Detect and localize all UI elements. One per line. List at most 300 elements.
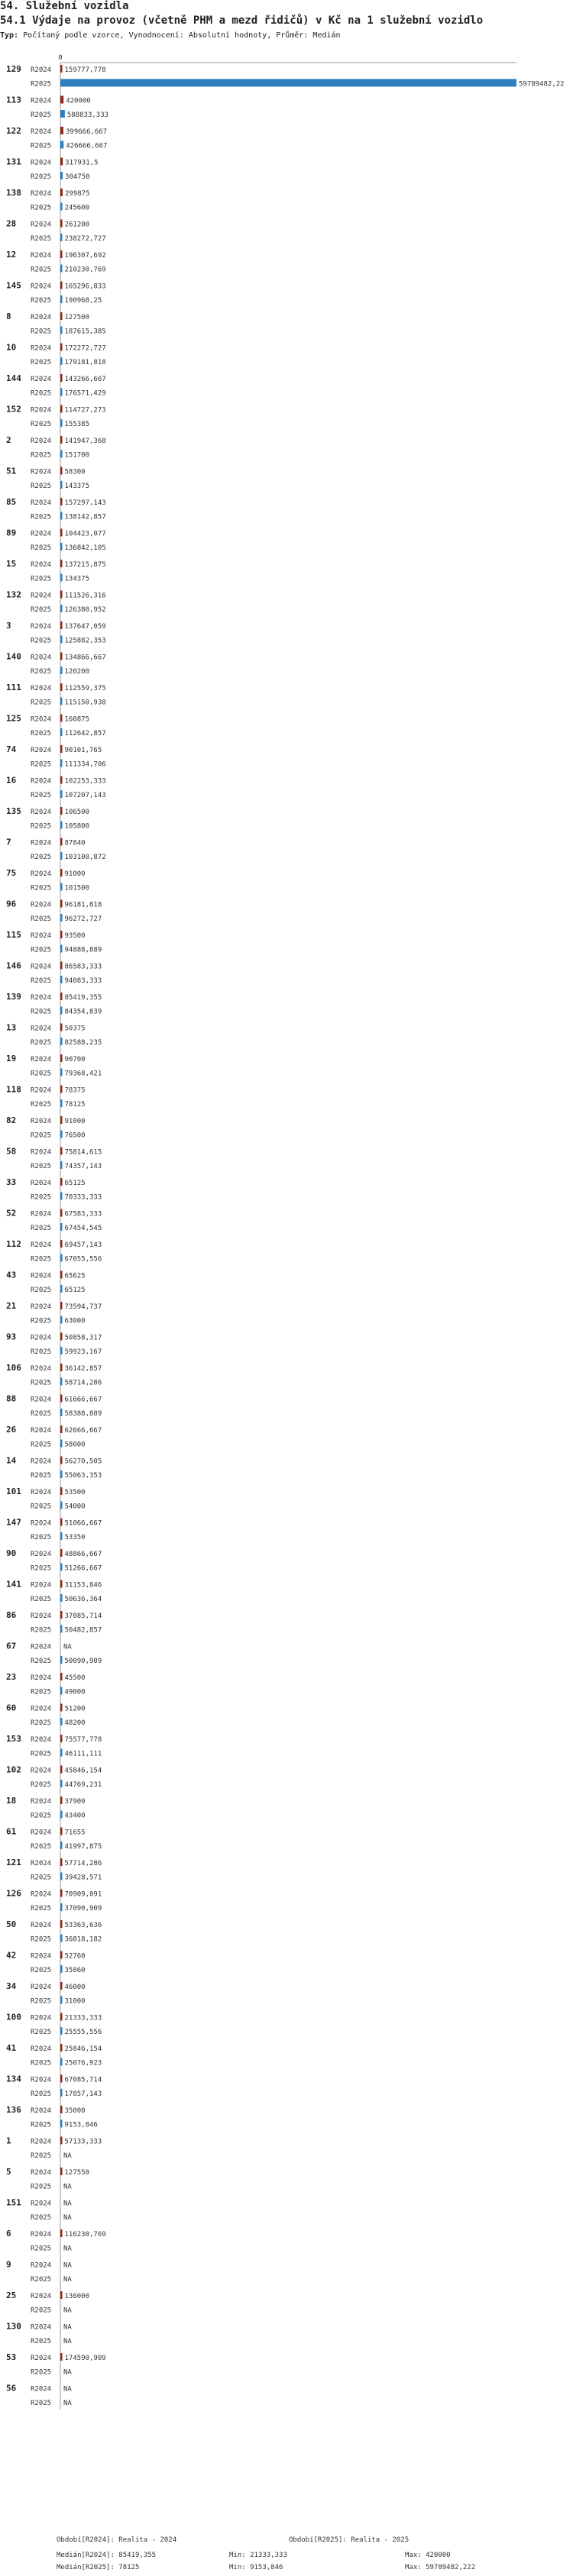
series-label: R2025 (31, 2029, 52, 2036)
series-label: R2025 (31, 2368, 52, 2377)
bar (60, 1656, 63, 1664)
bar (60, 1951, 63, 1959)
data-label: 114727,273 (64, 406, 106, 415)
bar (60, 945, 63, 953)
data-label: 52760 (64, 1952, 86, 1961)
series-label: R2024 (31, 282, 52, 291)
bar (60, 683, 63, 691)
bar (60, 807, 63, 815)
series-label: R2025 (31, 1843, 52, 1851)
series-label: R2024 (31, 963, 52, 971)
series-label: R2024 (31, 2355, 52, 2362)
bar (60, 653, 63, 660)
bar (60, 419, 63, 427)
series-label: R2024 (31, 499, 52, 507)
group-label: 2 (6, 435, 11, 445)
series-label: R2024 (31, 1056, 52, 1064)
group-label: 86 (6, 1610, 17, 1620)
data-label: 176571,429 (64, 389, 106, 398)
data-label: 137647,059 (64, 623, 106, 631)
series-label: R2024 (31, 1303, 52, 1311)
bar (60, 1069, 63, 1077)
series-label: R2024 (31, 2169, 52, 2177)
bar (60, 591, 63, 599)
series-label: R2024 (31, 344, 52, 353)
data-label: NA (63, 2323, 72, 2332)
data-label: 45500 (64, 1674, 86, 1682)
data-label: 55063,353 (64, 1472, 102, 1480)
bar (60, 1580, 63, 1588)
footer-median-2025: Medián[R2025]: 78125 (57, 2564, 140, 2571)
data-label: 127550 (64, 2169, 90, 2177)
group-label: 8 (6, 312, 11, 321)
bar (60, 96, 63, 104)
data-label: 75577,778 (64, 1736, 102, 1744)
series-label: R2024 (31, 1210, 52, 1219)
bar (60, 1316, 63, 1324)
group-label: 21 (6, 1301, 17, 1311)
series-label: R2024 (31, 1118, 52, 1125)
series-label: R2024 (31, 2200, 52, 2208)
bar (60, 65, 63, 73)
data-label: 70909,091 (64, 1890, 102, 1899)
data-label: 179181,818 (64, 359, 106, 366)
bar (60, 560, 63, 567)
bar (60, 1086, 63, 1093)
series-label: R2025 (31, 1534, 52, 1541)
data-label: 41997,875 (64, 1843, 102, 1851)
series-label: R2024 (31, 1736, 52, 1744)
series-label: R2025 (31, 513, 52, 521)
data-label: 151700 (64, 451, 90, 460)
data-label: 238272,727 (64, 235, 106, 243)
group-label: 113 (6, 95, 21, 105)
bar (60, 498, 63, 505)
data-label: 138142,857 (64, 513, 106, 521)
series-label: R2024 (31, 561, 52, 569)
series-label: R2024 (31, 437, 52, 445)
data-label: 59923,167 (64, 1348, 102, 1356)
data-label: 78125 (64, 1101, 86, 1109)
data-label: 54000 (64, 1503, 86, 1511)
bar (60, 481, 63, 489)
bar (60, 1704, 63, 1712)
data-label: 36142,857 (64, 1365, 102, 1373)
footer-max-2024: Max: 420000 (405, 2552, 451, 2559)
group-label: 102 (6, 1764, 21, 1775)
group-label: 82 (6, 1115, 17, 1125)
group-label: 106 (6, 1363, 21, 1373)
x-tick-label: 0 (58, 54, 63, 62)
series-label: R2024 (31, 468, 52, 476)
bar (60, 2168, 63, 2175)
bar (60, 374, 63, 382)
bar (60, 2353, 63, 2361)
series-label: R2025 (31, 544, 52, 552)
data-label: 86583,333 (64, 963, 102, 971)
series-label: R2025 (31, 822, 52, 831)
data-label: 187615,385 (64, 328, 106, 336)
series-label: R2025 (31, 2090, 52, 2098)
bar (60, 1302, 63, 1309)
footer-min-2024: Min: 21333,333 (229, 2552, 287, 2559)
bar (60, 203, 63, 211)
series-label: R2025 (31, 1379, 52, 1387)
bar (60, 450, 63, 458)
series-label: R2025 (31, 1441, 52, 1449)
data-label: 112642,857 (64, 730, 106, 738)
series-label: R2024 (31, 870, 52, 878)
data-label: 65125 (64, 1286, 86, 1294)
series-label: R2025 (31, 1750, 52, 1758)
group-label: 28 (6, 218, 17, 229)
bar (60, 931, 63, 938)
bar (60, 1223, 63, 1231)
bar (60, 1285, 63, 1293)
data-label: NA (63, 2183, 72, 2191)
data-label: 37090,909 (64, 1905, 102, 1913)
series-label: R2025 (31, 204, 52, 212)
data-label: 31000 (64, 1997, 86, 2006)
data-label: 111334,706 (64, 760, 106, 769)
series-label: R2025 (31, 1225, 52, 1232)
series-label: R2025 (31, 297, 52, 305)
data-label: 37085,714 (64, 1612, 102, 1620)
group-label: 146 (6, 960, 21, 971)
data-label: 44769,231 (64, 1781, 102, 1789)
data-label: NA (63, 2400, 72, 2407)
data-label: 90101,765 (64, 747, 102, 754)
data-label: 75814,615 (64, 1148, 102, 1157)
group-label: 136 (6, 2105, 21, 2115)
bar (60, 127, 63, 134)
series-label: R2024 (31, 376, 52, 383)
series-label: R2024 (31, 252, 52, 260)
series-label: R2024 (31, 1890, 52, 1899)
bar (60, 389, 63, 396)
bar (60, 2291, 63, 2299)
series-label: R2025 (31, 575, 52, 583)
group-label: 9 (6, 2259, 11, 2270)
series-label: R2024 (31, 1365, 52, 1373)
series-label: R2025 (31, 235, 52, 243)
bar (60, 1240, 63, 1248)
bar (60, 1718, 63, 1725)
group-label: 147 (6, 1517, 21, 1528)
series-label: R2025 (31, 359, 52, 366)
data-label: 56270,505 (64, 1457, 102, 1466)
bar (60, 1858, 63, 1866)
data-label: 103108,872 (64, 854, 106, 861)
group-label: 53 (6, 2352, 17, 2362)
group-label: 96 (6, 899, 17, 909)
series-label: R2025 (31, 1101, 52, 1109)
series-label: R2024 (31, 2231, 52, 2239)
group-label: 26 (6, 1425, 17, 1435)
bar (60, 1024, 63, 1031)
group-label: 16 (6, 775, 17, 786)
series-label: R2025 (31, 1163, 52, 1170)
bar (60, 357, 63, 365)
bar (60, 344, 63, 351)
data-label: 9153,846 (64, 2121, 98, 2129)
bar (60, 1254, 63, 1262)
bar (60, 698, 63, 705)
data-label: NA (63, 2214, 72, 2222)
data-label: 48866,667 (64, 1551, 102, 1558)
bar (60, 2106, 63, 2113)
data-label: NA (63, 2368, 72, 2377)
data-label: 59789482,22 (519, 80, 565, 89)
data-label: 93500 (64, 932, 86, 940)
series-label: R2024 (31, 2076, 52, 2084)
bar (60, 543, 63, 550)
series-label: R2025 (31, 606, 52, 614)
series-label: R2024 (31, 314, 52, 321)
series-label: R2025 (31, 2121, 52, 2129)
series-label: R2025 (31, 2400, 52, 2407)
bar (60, 79, 516, 87)
data-label: 57714,286 (64, 1860, 102, 1867)
data-label: 67454,545 (64, 1225, 102, 1232)
series-label: R2024 (31, 1798, 52, 1806)
bar (60, 1054, 63, 1062)
group-label: 75 (6, 868, 17, 878)
bar (60, 1828, 63, 1835)
group-label: 60 (6, 1703, 17, 1713)
series-label: R2024 (31, 1767, 52, 1775)
series-label: R2024 (31, 66, 52, 74)
data-label: 21333,333 (64, 2014, 102, 2022)
series-label: R2025 (31, 1874, 52, 1882)
group-label: 89 (6, 528, 17, 538)
bar (60, 234, 63, 241)
data-label: 62666,667 (64, 1427, 102, 1435)
series-label: R2025 (31, 977, 52, 985)
series-label: R2025 (31, 1317, 52, 1325)
series-label: R2025 (31, 2059, 52, 2068)
series-label: R2024 (31, 932, 52, 940)
data-label: 58000 (64, 1441, 86, 1449)
series-label: R2025 (31, 1472, 52, 1480)
group-label: 67 (6, 1641, 17, 1651)
bar (60, 110, 65, 118)
bar (60, 512, 63, 520)
data-label: NA (63, 2306, 72, 2315)
series-label: R2024 (31, 1952, 52, 1961)
series-label: R2024 (31, 2014, 52, 2022)
bar (60, 1997, 63, 2004)
series-label: R2024 (31, 406, 52, 415)
data-label: 107207,143 (64, 792, 106, 799)
group-label: 144 (6, 373, 21, 383)
data-label: 160875 (64, 715, 90, 724)
series-label: R2024 (31, 1551, 52, 1558)
data-label: NA (63, 2200, 72, 2208)
bar (60, 715, 63, 722)
series-label: R2024 (31, 1241, 52, 1249)
data-label: 50482,857 (64, 1626, 102, 1635)
bar (60, 2044, 63, 2051)
bar (60, 1409, 63, 1416)
data-label: 67055,556 (64, 1255, 102, 1264)
data-label: 137215,875 (64, 561, 106, 569)
data-label: 35000 (64, 2107, 86, 2115)
series-label: R2025 (31, 2214, 52, 2222)
data-label: NA (63, 2245, 72, 2253)
data-label: 155385 (64, 421, 90, 428)
data-label: 36818,182 (64, 1935, 102, 1944)
data-label: 101500 (64, 884, 90, 893)
group-label: 15 (6, 559, 17, 569)
data-label: 112559,375 (64, 685, 106, 692)
series-label: R2024 (31, 1643, 52, 1651)
series-label: R2025 (31, 946, 52, 954)
data-label: 53363,636 (64, 1922, 102, 1929)
data-label: 50858,317 (64, 1334, 102, 1342)
bar (60, 1193, 63, 1200)
bar (60, 1457, 63, 1464)
group-label: 100 (6, 2012, 21, 2022)
data-label: 426666,667 (66, 142, 108, 150)
series-label: R2025 (31, 1688, 52, 1696)
series-label: R2025 (31, 2338, 52, 2345)
data-label: 105800 (64, 822, 90, 831)
footer-max-2025: Max: 59789482,222 (405, 2564, 476, 2571)
group-label: 3 (6, 621, 11, 631)
bar (60, 869, 63, 876)
data-label: 120200 (64, 668, 90, 676)
data-label: 174590,909 (64, 2355, 106, 2362)
series-label: R2025 (31, 1348, 52, 1356)
series-label: R2025 (31, 1626, 52, 1635)
data-label: 116230,769 (64, 2231, 106, 2239)
bar (60, 1673, 63, 1680)
footer-period-2024: Období[R2024]: Realita - 2024 (57, 2536, 177, 2544)
series-label: R2025 (31, 915, 52, 923)
data-label: 102253,333 (64, 777, 106, 786)
bar (60, 1687, 63, 1695)
data-label: 48200 (64, 1719, 86, 1727)
series-label: R2024 (31, 623, 52, 631)
data-label: 35860 (64, 1967, 86, 1974)
chart-title: 54.1 Výdaje na provoz (včetně PHM a mezd řidičů) v Kč na 1 služební vozidlo (0, 15, 484, 27)
bar (60, 776, 63, 784)
bar (60, 852, 63, 860)
bar (60, 1131, 63, 1138)
bar (60, 667, 63, 674)
group-label: 34 (6, 1981, 17, 1991)
series-label: R2024 (31, 715, 52, 724)
group-label: 56 (6, 2383, 17, 2394)
group-label: 61 (6, 1826, 17, 1837)
series-label: R2025 (31, 730, 52, 738)
series-label: R2024 (31, 2045, 52, 2053)
series-label: R2024 (31, 1148, 52, 1157)
series-label: R2024 (31, 2293, 52, 2300)
bar (60, 172, 63, 179)
group-label: 135 (6, 806, 21, 816)
series-label: R2024 (31, 1674, 52, 1682)
series-label: R2025 (31, 1286, 52, 1294)
group-label: 151 (6, 2197, 21, 2208)
series-label: R2025 (31, 80, 52, 89)
bar (60, 436, 63, 444)
series-label: R2024 (31, 1334, 52, 1342)
series-label: R2024 (31, 809, 52, 816)
series-label: R2024 (31, 1984, 52, 1991)
bar (60, 295, 63, 303)
bar (60, 1271, 63, 1279)
bar (60, 250, 63, 258)
series-label: R2025 (31, 1967, 52, 1974)
bar (60, 962, 63, 970)
group-label: 122 (6, 126, 21, 136)
data-label: 39428,571 (64, 1874, 102, 1882)
bar (60, 2089, 63, 2097)
group-label: 90 (6, 1548, 17, 1558)
bar (60, 1735, 63, 1742)
bar (60, 2058, 63, 2066)
data-label: 317931,5 (65, 159, 99, 167)
series-label: R2025 (31, 173, 52, 181)
bar (60, 745, 63, 753)
bar (60, 883, 63, 891)
data-label: 87840 (64, 839, 86, 847)
bar (60, 976, 63, 983)
footer-min-2025: Min: 9153,846 (229, 2564, 283, 2571)
bar (60, 1982, 63, 1990)
bar (60, 1347, 63, 1354)
data-label: 141947,368 (64, 437, 106, 445)
group-label: 152 (6, 404, 21, 415)
series-label: R2024 (31, 2138, 52, 2146)
group-label: 130 (6, 2321, 21, 2332)
series-label: R2024 (31, 1489, 52, 1496)
group-label: 33 (6, 1177, 17, 1187)
bar (60, 1038, 63, 1045)
bar (60, 1890, 63, 1897)
series-label: R2024 (31, 747, 52, 754)
data-label: 136842,105 (64, 544, 106, 552)
group-label: 118 (6, 1084, 21, 1095)
series-label: R2025 (31, 451, 52, 460)
bar (60, 1873, 63, 1880)
data-label: 104423,077 (64, 530, 106, 538)
series-label: R2025 (31, 637, 52, 645)
data-label: NA (63, 2276, 72, 2284)
series-label: R2024 (31, 1427, 52, 1435)
group-label: 19 (6, 1054, 17, 1064)
bar (60, 636, 63, 644)
bar (60, 1364, 63, 1371)
group-label: 153 (6, 1734, 21, 1744)
series-label: R2025 (31, 1193, 52, 1202)
series-label: R2024 (31, 1860, 52, 1867)
series-label: R2025 (31, 266, 52, 274)
series-label: R2025 (31, 483, 52, 490)
bar (60, 2013, 63, 2021)
series-label: R2024 (31, 592, 52, 600)
data-label: 126380,952 (64, 606, 106, 614)
bar (60, 1796, 63, 1804)
data-label: 299875 (64, 190, 90, 198)
data-label: 53350 (64, 1534, 86, 1541)
bar (60, 312, 63, 320)
bar (60, 1903, 63, 1911)
data-label: 157297,143 (64, 499, 106, 507)
data-label: 67085,714 (64, 2076, 102, 2084)
